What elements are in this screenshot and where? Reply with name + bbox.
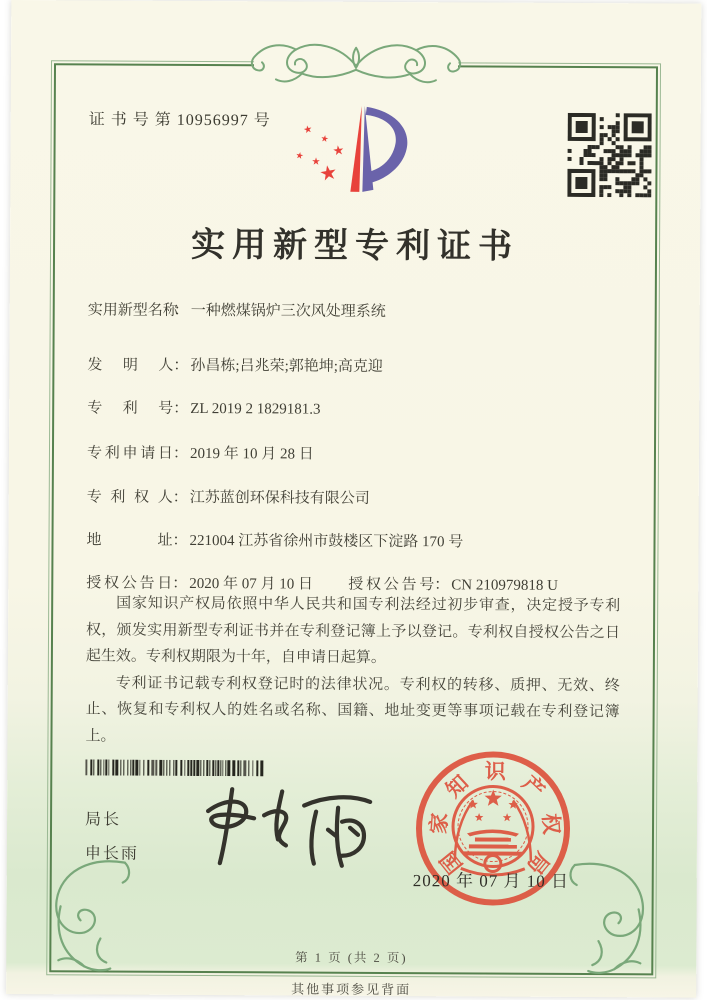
star-icon: ★ [320, 133, 330, 145]
colon: ： [173, 357, 189, 374]
field-value: 2019 年 10 月 28 日 [189, 445, 314, 463]
top-dragon-ornament-icon [244, 25, 469, 90]
field-label: 专利权人 [86, 489, 173, 506]
field-label: 授权公告日 [86, 575, 173, 592]
colon: ： [434, 577, 450, 594]
colon: ： [173, 400, 189, 417]
field-label: 专利号 [87, 400, 174, 417]
colon: ： [172, 445, 189, 462]
certificate-title: 实用新型专利证书 [190, 226, 520, 266]
star-icon: ★ [302, 123, 314, 137]
field-value: 江苏蓝创环保科技有限公司 [189, 489, 370, 507]
official-seal-stamp [405, 738, 586, 925]
field-label: 实用新型名称 [87, 302, 178, 319]
field-label: 地址 [86, 532, 173, 549]
seal-character: 产 [517, 771, 550, 804]
colon: ： [172, 532, 188, 549]
legal-text [85, 590, 620, 752]
colon: ： [172, 489, 188, 506]
field-label: 发明人 [87, 357, 174, 374]
director-signature-handwriting [192, 781, 382, 872]
seal-character: 识 [484, 759, 506, 784]
seal-character: 权 [538, 812, 564, 836]
cnipa-logo-icon [286, 91, 447, 204]
seal-date: 2020 年 07 月 10 日 [412, 871, 570, 891]
field-label: 授权公告号 [348, 576, 435, 594]
barcode [85, 759, 265, 776]
legal-paragraph: 国家知识产权局依照中华人民共和国专利法经过初步审查，决定授予专利权，颁发实用新型专利证书并在专利登记簿上予以登记。专利权自授权公告之日起生效。专利权期限为十年，自申请日起算。 [85, 595, 621, 666]
field-row-patent-number [87, 396, 320, 418]
seal-character: 知 [441, 770, 473, 803]
field-row-filing-date [87, 441, 314, 463]
field-row-patentee [87, 485, 370, 507]
page-number: 第 1 页 (共 2 页) [295, 950, 408, 966]
back-note: 其他事项参见背面 [291, 981, 412, 998]
star-icon: ★ [311, 156, 321, 168]
colon: ： [172, 575, 188, 592]
star-icon: ★ [294, 149, 305, 162]
seal-character: 国 [435, 847, 468, 879]
seal-character: 家 [426, 812, 452, 835]
qr-code [567, 113, 651, 197]
field-row-address [86, 528, 463, 551]
field-value: 孙昌栋;吕兆荣;郭艳坤;高克迎 [190, 357, 384, 375]
legal-paragraph: 专利证书记载专利权登记时的法律状况。专利权的转移、质押、无效、终止、恢复和专利权人的姓名或名称、国籍、地址变更等事项记载在专利登记簿上。 [85, 675, 620, 745]
field-row-utility-model-name [88, 298, 386, 321]
seal-ring-text [405, 738, 586, 925]
director-name: 申长雨 [84, 845, 139, 863]
field-value: CN 210979818 U [451, 577, 559, 594]
field-value: 221004 江苏省徐州市鼓楼区下淀路 170 号 [189, 532, 464, 551]
colon: ： [173, 302, 189, 319]
field-value: 2020 年 07 月 10 日 [189, 575, 314, 593]
star-icon: ★ [331, 142, 346, 159]
certificate-number: 证 书 号 第 10956997 号 [88, 111, 271, 130]
field-row-inventors [87, 353, 383, 376]
field-value: 一种燃煤锅炉三次风处理系统 [190, 302, 386, 320]
certificate-paper [6, 0, 701, 998]
logo-p-shape [286, 91, 447, 204]
seal-character: 局 [522, 847, 555, 880]
star-icon: ★ [317, 161, 340, 187]
field-value: ZL 2019 2 1829181.3 [190, 400, 321, 418]
director-title: 局长 [85, 811, 122, 829]
field-label: 专利申请日 [86, 445, 174, 462]
